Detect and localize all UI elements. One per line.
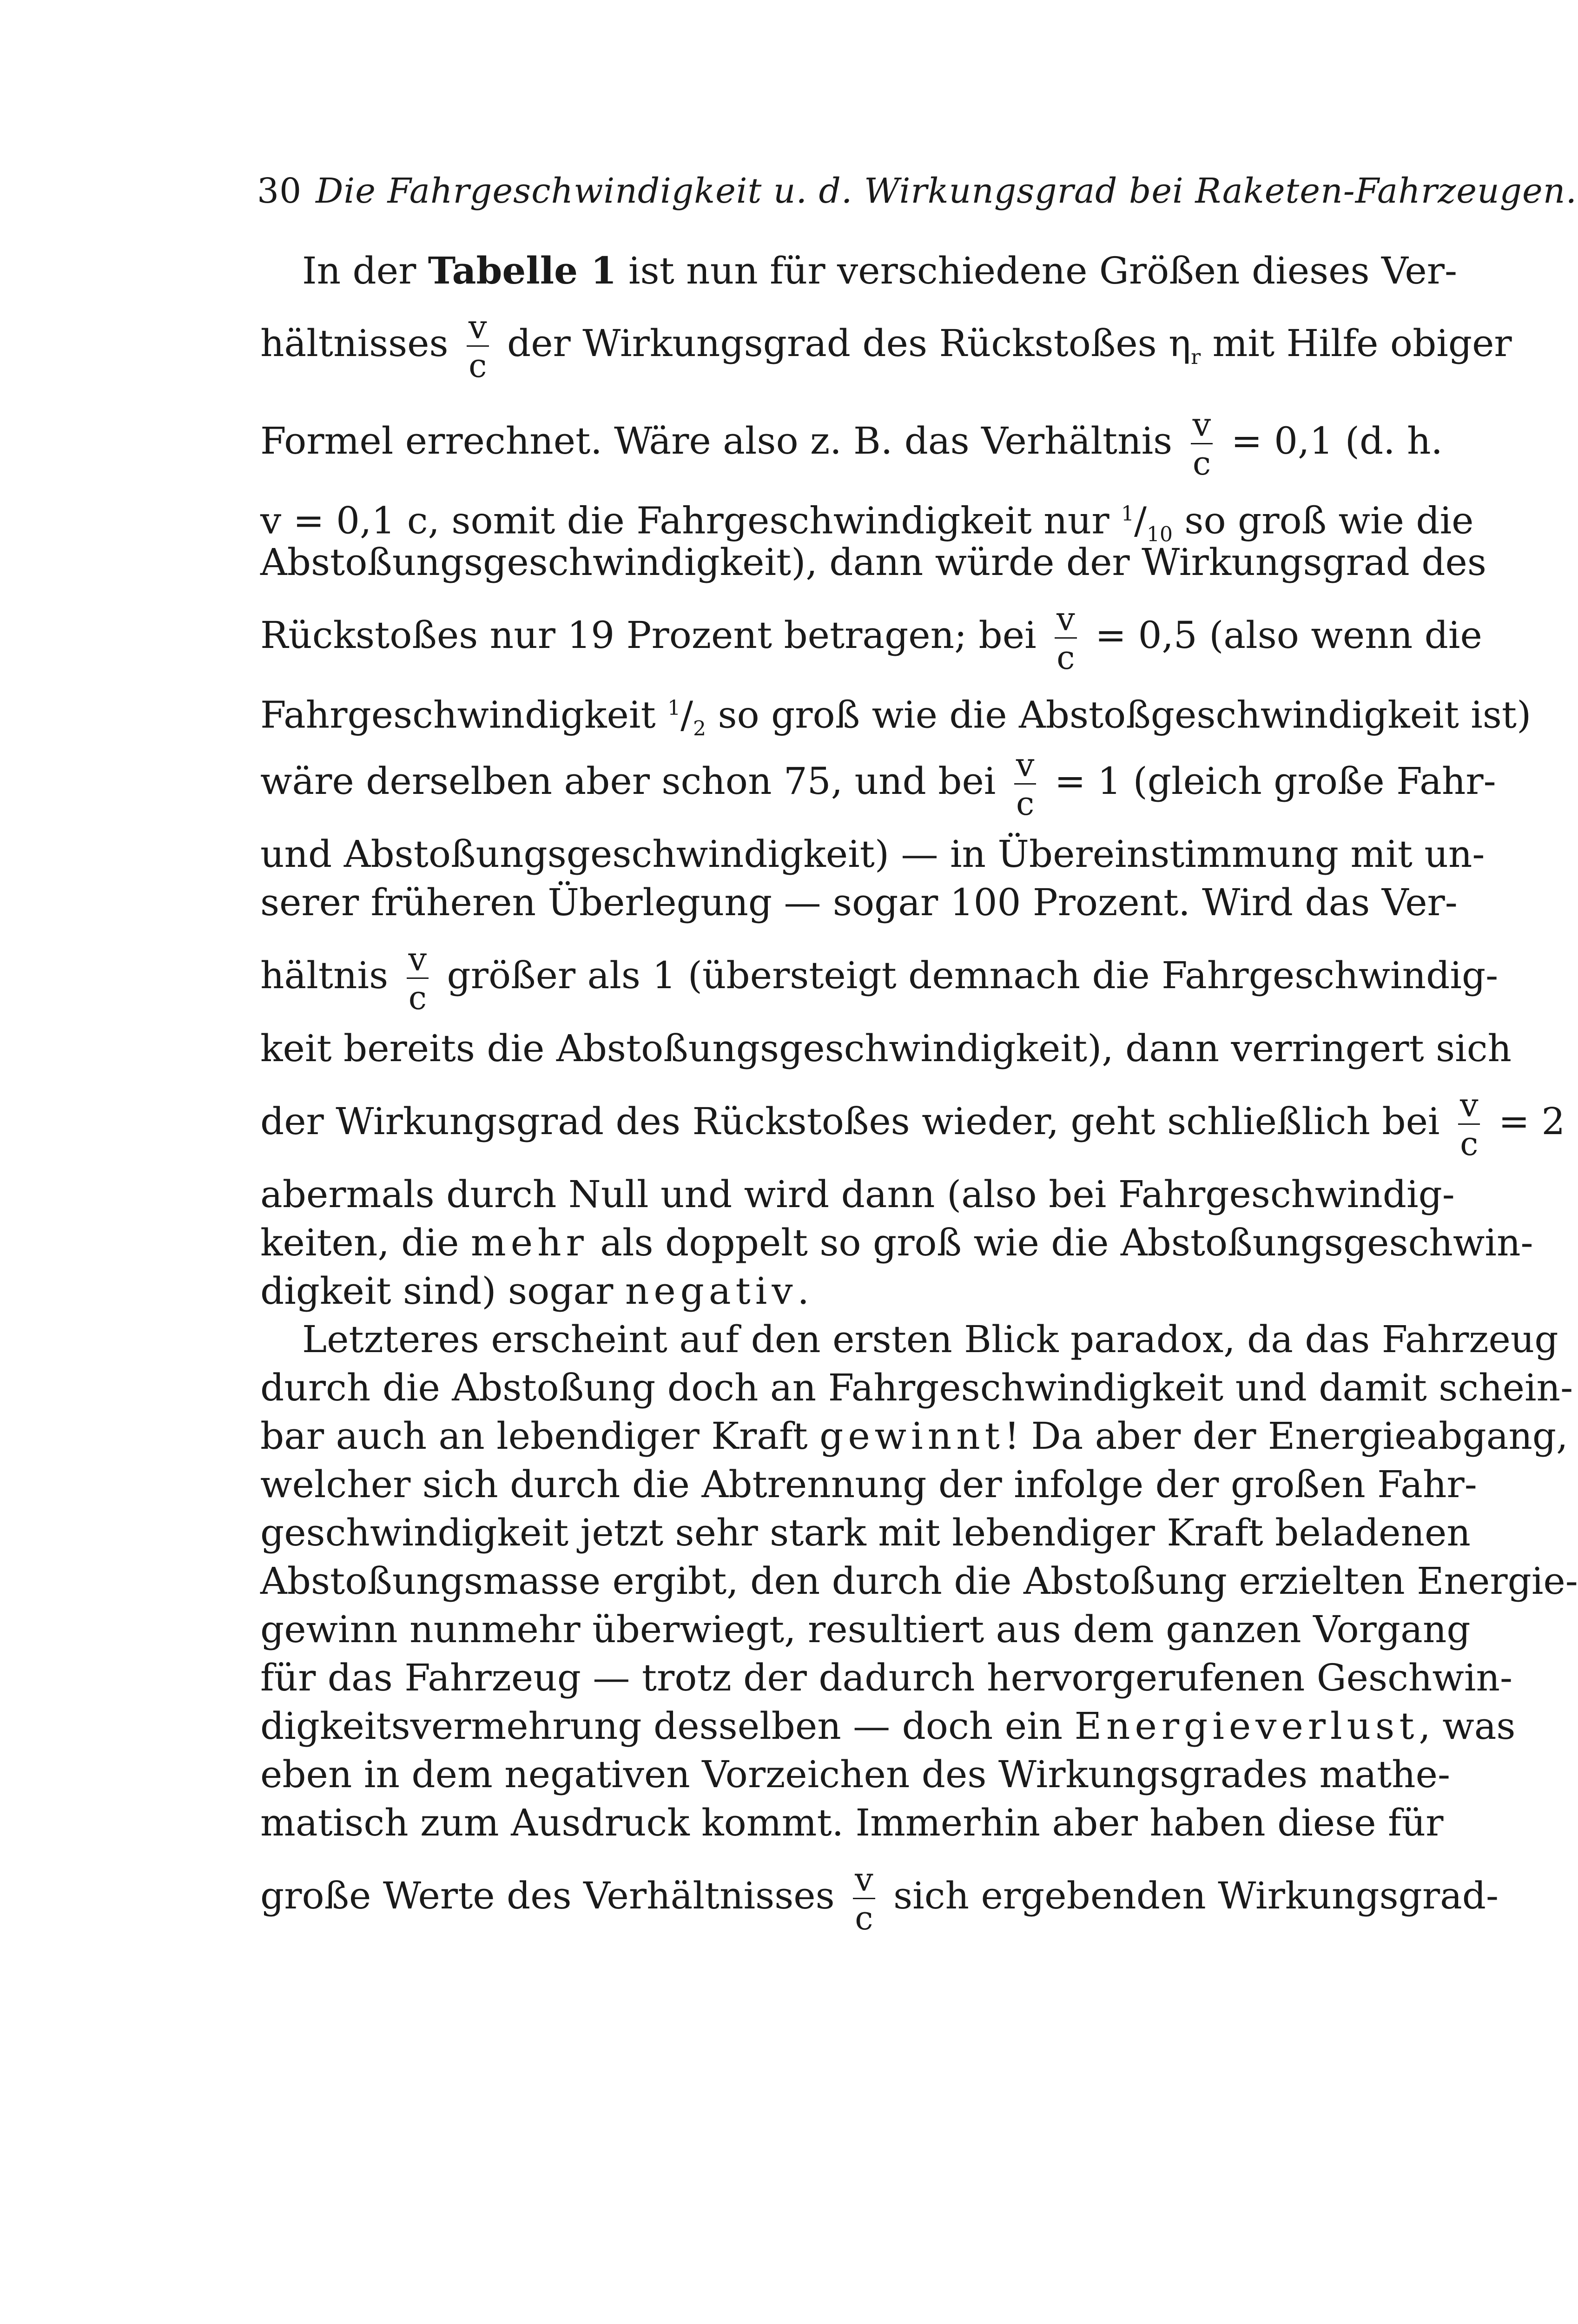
text-line: keiten, die mehr als doppelt so groß wie die Abstoßungsgeschwin- <box>260 1221 1533 1264</box>
text-line: Fahrgeschwindigkeit $^1/_2$ so groß wie die Abstoßgeschwindigkeit ist) <box>260 693 1532 741</box>
text-line: hältnisses $\frac{v}{c}$ der Wirkungsgrad des Rückstoßes $\eta_r$ mit Hilfe obiger <box>260 308 1512 385</box>
fraction-v-over-c: $\frac{v}{c}$ <box>407 943 429 1014</box>
text-line: der Wirkungsgrad des Rückstoßes wieder, geht schließlich bei $\frac{v}{c}$ = 2 <box>260 1086 1565 1163</box>
fraction-v-over-c: $\frac{v}{c}$ <box>467 311 489 382</box>
emphasis: Energieverlust <box>1074 1704 1419 1748</box>
text-line: abermals durch Null und wird dann (also bei Fahrgeschwindig- <box>260 1173 1455 1216</box>
text-line: Formel errechnet. Wäre also z. B. das Verhältnis $\frac{v}{c}$ = 0,1 (d. h. <box>260 405 1443 482</box>
fraction-v-over-c: $\frac{v}{c}$ <box>1014 749 1037 820</box>
running-header <box>257 171 1577 211</box>
text-line: gewinn nunmehr überwiegt, resultiert aus dem ganzen Vorgang <box>260 1608 1471 1651</box>
text-line: In der Tabelle 1 ist nun für verschiedene Größen dieses Ver- <box>302 249 1458 292</box>
text-line: wäre derselben aber schon 75, und bei $\frac{v}{c}$ = 1 (gleich große Fahr- <box>260 746 1496 823</box>
fraction-v-over-c: $\frac{v}{c}$ <box>853 1863 875 1934</box>
text-line: serer früheren Überlegung — sogar 100 Prozent. Wird das Ver- <box>260 881 1458 924</box>
table-reference: Tabelle 1 <box>428 249 617 292</box>
text-line: große Werte des Verhältnisses $\frac{v}{c}$ sich ergebenden Wirkungsgrad- <box>260 1860 1499 1937</box>
text-line: Abstoßungsgeschwindigkeit), dann würde der Wirkungsgrad des <box>260 541 1486 584</box>
text-line: durch die Abstoßung doch an Fahrgeschwindigkeit und damit schein- <box>260 1366 1573 1409</box>
text-line: hältnis $\frac{v}{c}$ größer als 1 (übersteigt demnach die Fahrgeschwindig- <box>260 940 1499 1017</box>
emphasis: mehr <box>470 1221 588 1264</box>
fraction-v-over-c: $\frac{v}{c}$ <box>1055 603 1077 674</box>
text-line: bar auch an lebendiger Kraft gewinnt! Da aber der Energieabgang, <box>260 1414 1568 1458</box>
text-line: eben in dem negativen Vorzeichen des Wirkungsgrades mathe- <box>260 1753 1451 1796</box>
text-line: welcher sich durch die Abtrennung der infolge der großen Fahr- <box>260 1463 1477 1506</box>
fraction-v-over-c: $\frac{v}{c}$ <box>1191 409 1213 480</box>
body-text <box>260 246 1578 1945</box>
text-line: Abstoßungsmasse ergibt, den durch die Abstoßung erzielten Energie- <box>260 1559 1578 1603</box>
text-line: digkeit sind) sogar negativ. <box>260 1269 809 1313</box>
text-line: geschwindigkeit jetzt sehr stark mit lebendiger Kraft beladenen <box>260 1511 1471 1554</box>
text-line: für das Fahrzeug — trotz der dadurch hervorgerufenen Geschwin- <box>260 1656 1513 1699</box>
text-line: v = 0,1 c, somit die Fahrgeschwindigkeit nur $^1/_{10}$ so groß wie die <box>260 499 1474 547</box>
emphasis: negativ <box>625 1269 798 1313</box>
text-line: und Abstoßungsgeschwindigkeit) — in Übereinstimmung mit un- <box>260 832 1485 876</box>
fraction-v-over-c: $\frac{v}{c}$ <box>1458 1089 1480 1160</box>
running-title: Die Fahrgeschwindigkeit u. d. Wirkungsgrad bei Raketen-Fahrzeugen. <box>316 171 1577 211</box>
emphasis: gewinnt <box>819 1414 1004 1458</box>
text-line: keit bereits die Abstoßungsgeschwindigkeit), dann verringert sich <box>260 1027 1512 1070</box>
text-line: Rückstoßes nur 19 Prozent betragen; bei $\frac{v}{c}$ = 0,5 (also wenn die <box>260 600 1482 677</box>
text-line: Letzteres erscheint auf den ersten Blick paradox, da das Fahrzeug <box>302 1318 1558 1361</box>
text-line: matisch zum Ausdruck kommt. Immerhin aber haben diese für <box>260 1801 1444 1844</box>
text-line: digkeitsvermehrung desselben — doch ein Energieverlust, was <box>260 1704 1516 1748</box>
page-number: 30 <box>257 171 302 211</box>
